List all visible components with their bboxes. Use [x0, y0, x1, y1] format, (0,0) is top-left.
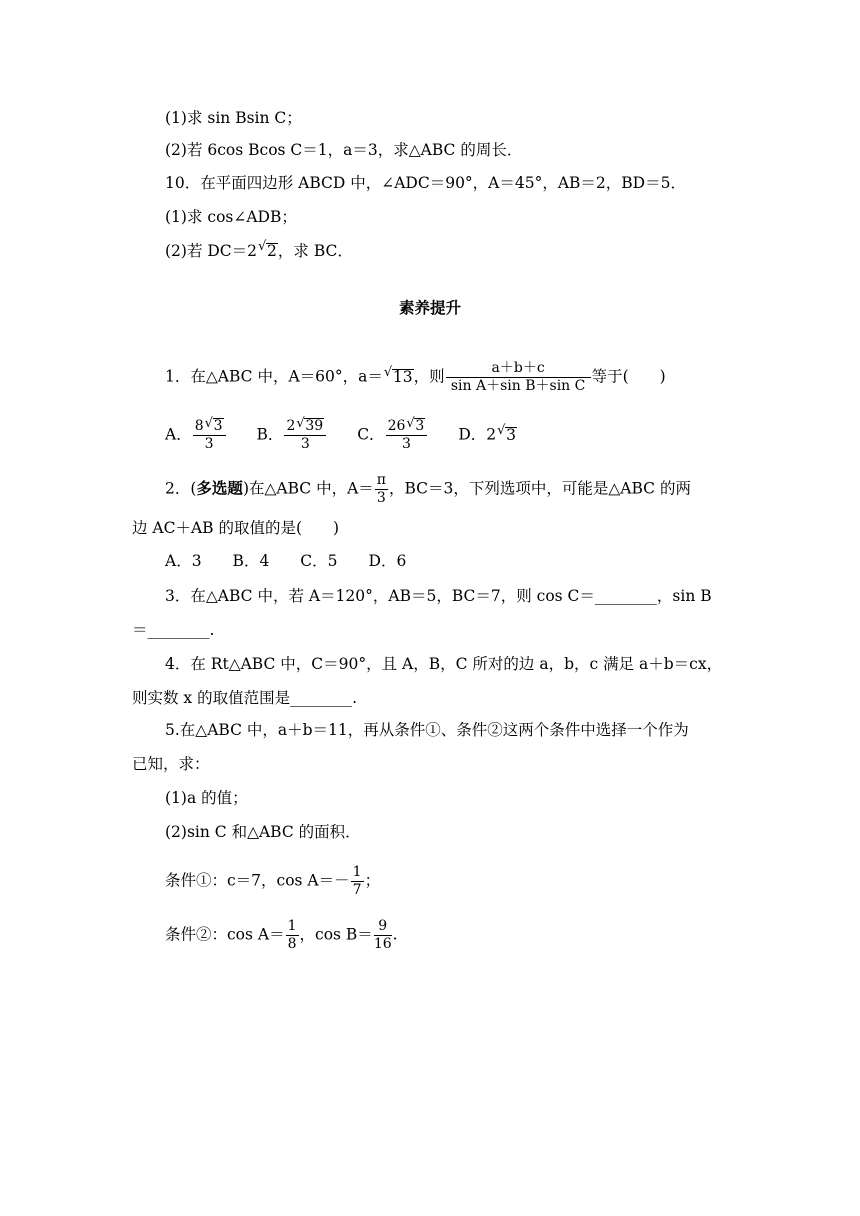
q10-part1: (1)求 cos∠ADB； — [165, 208, 297, 226]
multi-select-tag: 多选题 — [196, 479, 243, 498]
q10-part2-text: (2)若 DC＝2 — [165, 242, 258, 260]
cos-a-fraction-1: $\frac{1}{7}$ — [352, 864, 362, 898]
option-d-value: √ 3 — [497, 422, 516, 444]
q4-line2: 则实数 x 的取值范围是________. — [132, 689, 358, 707]
cos-a-fraction-2: $\frac{1}{8}$ — [287, 918, 297, 952]
q5-part1: (1)a 的值； — [165, 789, 248, 807]
q5-line1: 5.在△ABC 中，a＋b＝11，再从条件①、条件②这两个条件中选择一个作为 — [165, 721, 689, 739]
q4-line1: 4．在 Rt△ABC 中，C＝90°，且 A，B，C 所对的边 a，b，c 满足 a＋b＝cx， — [165, 655, 723, 673]
q10-part2 — [165, 241, 353, 261]
q5-condition-2: 条件②：cos A＝ $\frac{1}{8}$ ，cos B＝ $\frac{9}{16}$ . — [165, 918, 398, 952]
option-c-label: C． — [357, 425, 385, 444]
q9-part1: (1)求 sin Bsin C； — [165, 109, 302, 127]
q5-condition-1: 条件①：c＝7，cos A＝－ $\frac{1}{7}$ ； — [165, 864, 381, 898]
option-c-value: 26 √ 3 3 — [386, 418, 428, 453]
option-a-label: A． — [165, 425, 192, 444]
q3-line1: 3．在△ABC 中，若 A＝120°，AB＝5，BC＝7，则 cos C＝________，sin B — [165, 587, 712, 605]
cos-b-fraction: $\frac{9}{16}$ — [373, 918, 392, 952]
pi-over-3: $\frac{\pi}{3}$ — [376, 472, 386, 506]
q10-stem: 10．在平面四边形 ABCD 中，∠ADC＝90°，A＝45°，AB＝2，BD＝5． — [165, 174, 686, 192]
q5-part2: (2)sin C 和△ABC 的面积． — [165, 823, 361, 841]
q3-line2: ＝________. — [132, 621, 215, 639]
q5-line2: 已知，求： — [132, 755, 210, 773]
sqrt-13: √ 13 — [383, 364, 413, 386]
q2-stem: 2．(多选题)在△ABC 中，A＝ $\frac{\pi}{3}$ ，BC＝3，下列选项中，可能是△ABC 的两 — [165, 472, 691, 506]
q9-part2: (2)若 6cos Bcos C＝1，a＝3，求△ABC 的周长． — [165, 141, 523, 159]
q2-line2: 边 AC＋AB 的取值的是( ) — [132, 519, 340, 537]
option-a-value: 8 √ 3 3 — [193, 418, 226, 453]
option-d-label: D．2 — [458, 425, 497, 444]
q10-part2-tail: ，求 BC． — [277, 242, 353, 260]
q1-stem: 1．在△ABC 中，A＝60°，a＝ √ 13，则 $\frac{a+b+c}{\text{sin A＋sin B＋sin C}}$ 等于( ) — [165, 360, 666, 394]
sqrt-2: √ 2 — [258, 239, 277, 260]
q1-fraction: $\frac{a+b+c}{\text{sin A＋sin B＋sin C}}$ — [446, 360, 591, 395]
q2-options: A．3 B．4 C．5 D．6 — [165, 552, 407, 570]
option-b-label: B． — [256, 425, 284, 444]
section-title: 素养提升 — [398, 299, 461, 317]
q1-options — [165, 418, 517, 453]
option-b-value: 2 √ 39 3 — [284, 418, 326, 453]
